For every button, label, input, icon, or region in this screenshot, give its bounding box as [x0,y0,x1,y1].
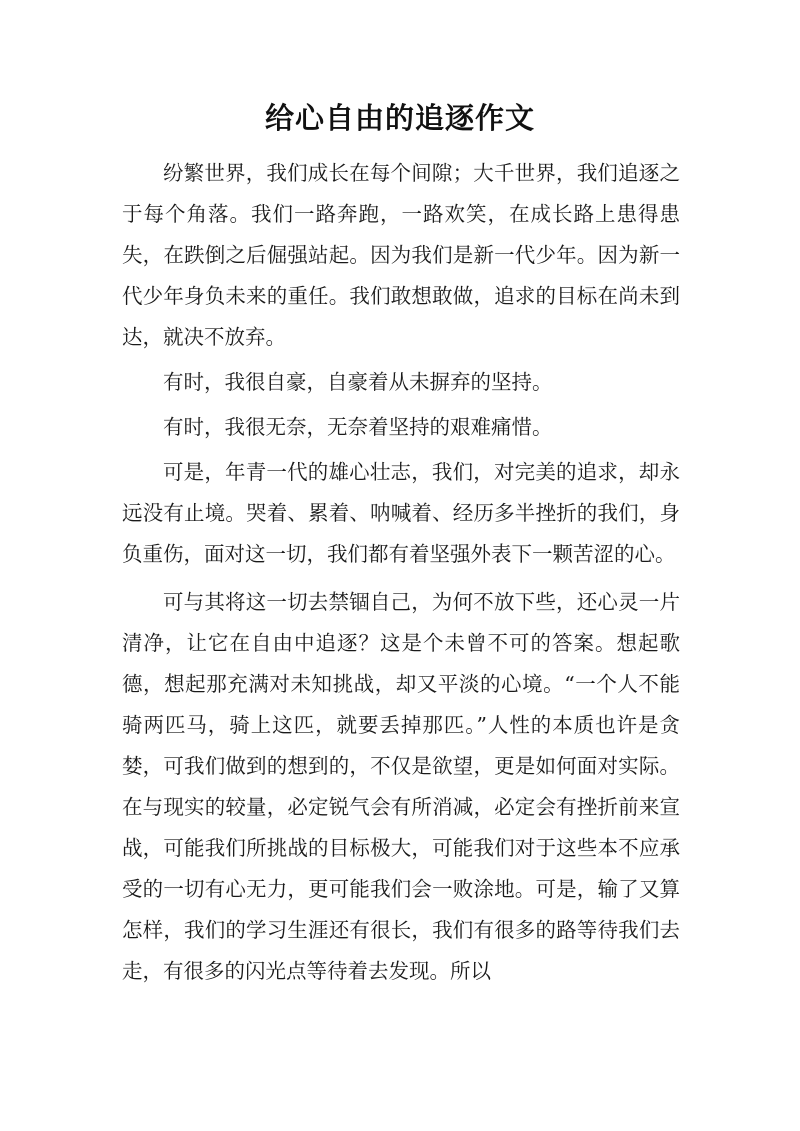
paragraph-1: 纷繁世界，我们成长在每个间隙；大千世界，我们追逐之于每个角落。我们一路奔跑，一路欢笑，在成长路上患得患失，在跌倒之后倔强站起。因为我们是新一代少年。因为新一代少年身负未来的重任。我们敢想敢做，追求的目标在尚未到达，就决不放弃。 [122,161,680,349]
document-title: 给心自由的追逐作文 [264,101,535,135]
paragraph-5: 可与其将这一切去禁锢自己，为何不放下些，还心灵一片清净，让它在自由中追逐？这是个未曾不可的答案。想起歌德，想起那充满对未知挑战，却又平淡的心境。“一个人不能骑两匹马，骑上这匹，就要丢掉那匹。”人性的本质也许是贪婪，可我们做到的想到的，不仅是欲望，更是如何面对实际。在与现实的较量，必定锐气会有所消减，必定会有挫折前来宣战，可能我们所挑战的目标极大，可能我们对于这些本不应承受的一切有心无力，更可能我们会一败涂地。可是，输了又算怎样，我们的学习生涯还有很长，我们有很多的路等待我们去走，有很多的闪光点等待着去发现。所以 [122,590,680,983]
document-body [122,153,680,992]
paragraph-4: 可是，年青一代的雄心壮志，我们，对完美的追求，却永远没有止境。哭着、累着、呐喊着、经历多半挫折的我们，身负重伤，面对这一切，我们都有着坚强外表下一颗苦涩的心。 [122,460,680,566]
paragraph-3: 有时，我很无奈，无奈着坚持的艰难痛惜。 [163,415,553,439]
paragraph-2: 有时，我很自豪，自豪着从未摒弃的坚持。 [163,370,553,394]
